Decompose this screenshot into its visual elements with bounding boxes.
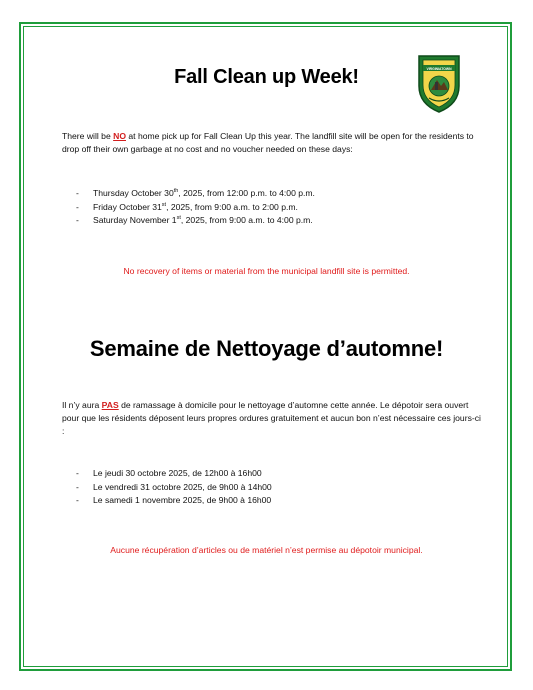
time-text: , 2025, from 12:00 p.m. to 4:00 p.m.	[178, 188, 315, 198]
english-intro-emphasis: NO	[113, 131, 126, 141]
french-warning: Aucune récupération d’articles ou de matériel n’est permise au dépotoir municipal.	[110, 545, 423, 555]
list-item	[76, 201, 315, 215]
list-item	[76, 494, 272, 508]
date-text: Le samedi 1 novembre 2025, de 9h00 à 16h00	[93, 495, 272, 505]
list-item	[76, 214, 315, 228]
date-suffix: th	[173, 188, 179, 194]
list-marker: -	[76, 215, 79, 225]
list-marker: -	[76, 481, 79, 492]
date-text: Friday October 31	[93, 201, 162, 212]
time-text: , 2025, from 9:00 a.m. to 2:00 p.m.	[166, 201, 298, 212]
date-text: Thursday October 30	[93, 188, 174, 198]
list-marker: -	[76, 188, 79, 198]
french-title: Semaine de Nettoyage d’automne!	[89, 336, 444, 361]
french-intro-emphasis: PAS	[101, 400, 119, 410]
english-intro-rest: at home pick up for Fall Clean Up this year. The landfill site will be open for the residents to drop off their own garbage at no cost and no voucher needed on these days:	[62, 131, 474, 154]
english-dates-list	[76, 187, 315, 228]
list-item	[76, 467, 272, 481]
date-text: Le jeudi 30 octobre 2025, de 12h00 à 16h00	[93, 468, 262, 478]
list-marker: -	[76, 468, 79, 478]
list-marker: -	[76, 495, 79, 505]
english-title: Fall Clean up Week!	[174, 66, 359, 88]
french-intro-start: Il n’y aura	[62, 400, 102, 410]
date-text: Saturday November 1	[93, 215, 177, 225]
french-intro-rest: de ramassage à domicile pour le nettoyage d’automne cette année. Le dépotoir sera ouvert pour que les résidents déposent leurs propres ordures gratuitement et aucun bon n’est nécessaire ces jours-ci :	[62, 400, 481, 436]
svg-text:VIRGINIATOWN: VIRGINIATOWN	[426, 66, 452, 71]
english-intro-start: There will be	[62, 131, 114, 141]
list-marker: -	[76, 201, 79, 212]
date-suffix: st	[176, 215, 181, 221]
english-intro	[62, 130, 482, 156]
french-dates-list	[76, 467, 272, 508]
date-text: Le vendredi 31 octobre 2025, de 9h00 à 14h00	[93, 481, 272, 492]
french-intro	[62, 399, 482, 438]
english-warning: No recovery of items or material from the municipal landfill site is permitted.	[123, 266, 410, 276]
list-item	[76, 187, 315, 201]
date-suffix: st	[161, 201, 167, 208]
list-item	[76, 481, 272, 495]
time-text: , 2025, from 9:00 a.m. to 4:00 p.m.	[180, 215, 313, 225]
